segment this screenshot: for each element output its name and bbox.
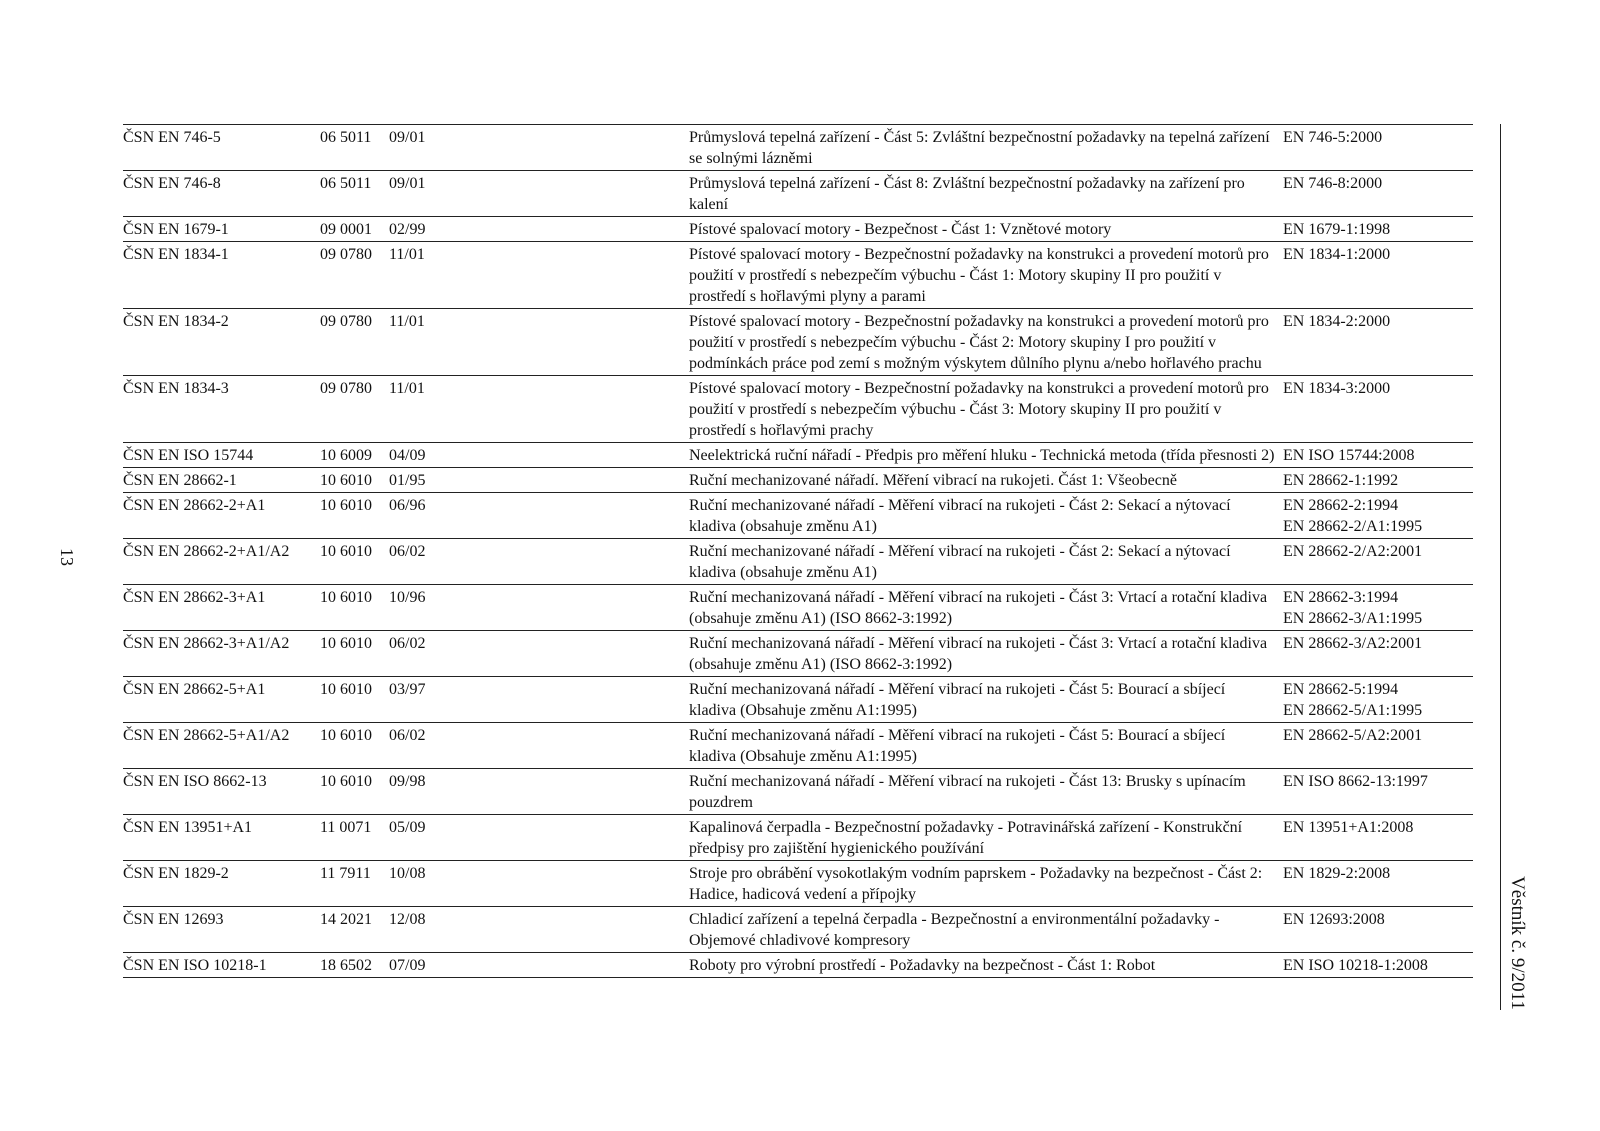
classification-cell: 10 6010 bbox=[320, 723, 389, 769]
issue-date-cell: 12/08 bbox=[389, 907, 689, 953]
en-standard: EN 1834-2:2000 bbox=[1283, 313, 1391, 330]
classification-cell: 09 0780 bbox=[320, 376, 389, 443]
table-row bbox=[123, 677, 1473, 723]
table-row bbox=[123, 443, 1473, 468]
table-row bbox=[123, 468, 1473, 493]
page-number: 13 bbox=[57, 548, 77, 566]
csn-number-cell: ČSN EN 1679-1 bbox=[123, 217, 320, 242]
en-standard: EN 1829-2:2008 bbox=[1283, 865, 1391, 882]
standards-table bbox=[123, 124, 1473, 978]
issue-date-cell: 06/96 bbox=[389, 493, 689, 539]
table-row bbox=[123, 125, 1473, 171]
table-row bbox=[123, 815, 1473, 861]
en-standard-cell bbox=[1283, 907, 1473, 953]
title-cell: Ruční mechanizované nářadí - Měření vibrací na rukojeti - Část 2: Sekací a nýtovací kladiva (obsahuje změnu A1) bbox=[689, 539, 1283, 585]
csn-number-cell: ČSN EN ISO 8662-13 bbox=[123, 769, 320, 815]
classification-cell: 10 6010 bbox=[320, 677, 389, 723]
en-standard-cell bbox=[1283, 217, 1473, 242]
en-standard-cell bbox=[1283, 443, 1473, 468]
csn-number-cell: ČSN EN ISO 15744 bbox=[123, 443, 320, 468]
en-standard: EN ISO 10218-1:2008 bbox=[1283, 957, 1428, 974]
title-cell: Ruční mechanizovaná nářadí - Měření vibrací na rukojeti - Část 13: Brusky s upínacím pouzdrem bbox=[689, 769, 1283, 815]
classification-cell: 18 6502 bbox=[320, 953, 389, 978]
csn-number-cell: ČSN EN 28662-5+A1 bbox=[123, 677, 320, 723]
table-row bbox=[123, 861, 1473, 907]
en-standard: EN 1679-1:1998 bbox=[1283, 221, 1391, 238]
table-row bbox=[123, 242, 1473, 309]
classification-cell: 10 6010 bbox=[320, 493, 389, 539]
en-standard-cell bbox=[1283, 723, 1473, 769]
csn-number-cell: ČSN EN 746-8 bbox=[123, 171, 320, 217]
en-standard: EN 28662-3/A1:1995 bbox=[1283, 610, 1423, 627]
title-cell: Pístové spalovací motory - Bezpečnost - Část 1: Vznětové motory bbox=[689, 217, 1283, 242]
issue-date-cell: 05/09 bbox=[389, 815, 689, 861]
csn-number-cell: ČSN EN 1834-3 bbox=[123, 376, 320, 443]
en-standard: EN 28662-5/A2:2001 bbox=[1283, 727, 1423, 744]
en-standard: EN ISO 15744:2008 bbox=[1283, 447, 1415, 464]
table-row bbox=[123, 309, 1473, 376]
classification-cell: 10 6010 bbox=[320, 631, 389, 677]
title-cell: Stroje pro obrábění vysokotlakým vodním paprskem - Požadavky na bezpečnost - Část 2: Hadice, hadicová vedení a přípojky bbox=[689, 861, 1283, 907]
en-standard: EN 28662-2:1994 bbox=[1283, 497, 1399, 514]
title-cell: Roboty pro výrobní prostředí - Požadavky na bezpečnost - Část 1: Robot bbox=[689, 953, 1283, 978]
issue-date-cell: 11/01 bbox=[389, 242, 689, 309]
issue-date-cell: 11/01 bbox=[389, 376, 689, 443]
issue-date-cell: 07/09 bbox=[389, 953, 689, 978]
standards-table-body bbox=[123, 125, 1473, 978]
en-standard: EN 746-5:2000 bbox=[1283, 129, 1383, 146]
classification-cell: 06 5011 bbox=[320, 171, 389, 217]
issue-date-cell: 09/98 bbox=[389, 769, 689, 815]
title-cell: Chladicí zařízení a tepelná čerpadla - Bezpečnostní a environmentální požadavky - Objemové chladivové kompresory bbox=[689, 907, 1283, 953]
csn-number-cell: ČSN EN ISO 10218-1 bbox=[123, 953, 320, 978]
issue-date-cell: 09/01 bbox=[389, 171, 689, 217]
title-cell: Ruční mechanizovaná nářadí - Měření vibrací na rukojeti - Část 3: Vrtací a rotační kladiva (obsahuje změnu A1) (ISO 8662-3:1992) bbox=[689, 631, 1283, 677]
csn-number-cell: ČSN EN 28662-2+A1 bbox=[123, 493, 320, 539]
csn-number-cell: ČSN EN 1834-2 bbox=[123, 309, 320, 376]
en-standard: EN 28662-5/A1:1995 bbox=[1283, 702, 1423, 719]
en-standard: EN 1834-1:2000 bbox=[1283, 246, 1391, 263]
en-standard: EN 13951+A1:2008 bbox=[1283, 819, 1414, 836]
table-row bbox=[123, 631, 1473, 677]
en-standard-cell bbox=[1283, 953, 1473, 978]
classification-cell: 06 5011 bbox=[320, 125, 389, 171]
en-standard-cell bbox=[1283, 493, 1473, 539]
csn-number-cell: ČSN EN 13951+A1 bbox=[123, 815, 320, 861]
table-row bbox=[123, 907, 1473, 953]
en-standard: EN 28662-5:1994 bbox=[1283, 681, 1399, 698]
en-standard-cell bbox=[1283, 861, 1473, 907]
csn-number-cell: ČSN EN 28662-5+A1/A2 bbox=[123, 723, 320, 769]
classification-cell: 10 6010 bbox=[320, 585, 389, 631]
journal-title: Věstník č. 9/2011 bbox=[1507, 876, 1528, 1010]
title-cell: Průmyslová tepelná zařízení - Část 8: Zvláštní bezpečnostní požadavky na zařízení pro kalení bbox=[689, 171, 1283, 217]
title-cell: Ruční mechanizovaná nářadí - Měření vibrací na rukojeti - Část 5: Bourací a sbíjecí kladiva (Obsahuje změnu A1:1995) bbox=[689, 723, 1283, 769]
classification-cell: 09 0780 bbox=[320, 242, 389, 309]
csn-number-cell: ČSN EN 28662-1 bbox=[123, 468, 320, 493]
table-row bbox=[123, 217, 1473, 242]
en-standard-cell bbox=[1283, 815, 1473, 861]
en-standard: EN 28662-3:1994 bbox=[1283, 589, 1399, 606]
issue-date-cell: 11/01 bbox=[389, 309, 689, 376]
table-row bbox=[123, 539, 1473, 585]
table-row bbox=[123, 493, 1473, 539]
classification-cell: 10 6010 bbox=[320, 468, 389, 493]
en-standard-cell bbox=[1283, 125, 1473, 171]
en-standard: EN 28662-1:1992 bbox=[1283, 472, 1399, 489]
classification-cell: 11 7911 bbox=[320, 861, 389, 907]
issue-date-cell: 06/02 bbox=[389, 723, 689, 769]
classification-cell: 10 6010 bbox=[320, 769, 389, 815]
issue-date-cell: 10/08 bbox=[389, 861, 689, 907]
en-standard: EN 746-8:2000 bbox=[1283, 175, 1383, 192]
en-standard: EN 28662-3/A2:2001 bbox=[1283, 635, 1423, 652]
csn-number-cell: ČSN EN 1834-1 bbox=[123, 242, 320, 309]
title-cell: Pístové spalovací motory - Bezpečnostní požadavky na konstrukci a provedení motorů pro použití v prostředí s nebezpečím výbuchu - Část 2: Motory skupiny I pro použití v podmínkách práce pod zemí s možným výskytem důlního plynu a/nebo hořlavého prachu bbox=[689, 309, 1283, 376]
en-standard-cell bbox=[1283, 376, 1473, 443]
issue-date-cell: 06/02 bbox=[389, 631, 689, 677]
csn-number-cell: ČSN EN 1829-2 bbox=[123, 861, 320, 907]
csn-number-cell: ČSN EN 28662-3+A1/A2 bbox=[123, 631, 320, 677]
classification-cell: 11 0071 bbox=[320, 815, 389, 861]
classification-cell: 09 0001 bbox=[320, 217, 389, 242]
en-standard-cell bbox=[1283, 242, 1473, 309]
en-standard: EN 28662-2/A1:1995 bbox=[1283, 518, 1423, 535]
table-row bbox=[123, 376, 1473, 443]
issue-date-cell: 01/95 bbox=[389, 468, 689, 493]
classification-cell: 10 6009 bbox=[320, 443, 389, 468]
table-row bbox=[123, 953, 1473, 978]
table-row bbox=[123, 585, 1473, 631]
en-standard-cell bbox=[1283, 468, 1473, 493]
en-standard-cell bbox=[1283, 677, 1473, 723]
en-standard-cell bbox=[1283, 769, 1473, 815]
en-standard-cell bbox=[1283, 171, 1473, 217]
title-cell: Ruční mechanizované nářadí. Měření vibrací na rukojeti. Část 1: Všeobecně bbox=[689, 468, 1283, 493]
csn-number-cell: ČSN EN 746-5 bbox=[123, 125, 320, 171]
en-standard-cell bbox=[1283, 309, 1473, 376]
classification-cell: 09 0780 bbox=[320, 309, 389, 376]
margin-rule bbox=[1500, 124, 1501, 1010]
en-standard-cell bbox=[1283, 631, 1473, 677]
en-standard-cell bbox=[1283, 585, 1473, 631]
title-cell: Průmyslová tepelná zařízení - Část 5: Zvláštní bezpečnostní požadavky na tepelná zařízení se solnými lázněmi bbox=[689, 125, 1283, 171]
en-standard-cell bbox=[1283, 539, 1473, 585]
csn-number-cell: ČSN EN 28662-3+A1 bbox=[123, 585, 320, 631]
issue-date-cell: 06/02 bbox=[389, 539, 689, 585]
table-row bbox=[123, 769, 1473, 815]
issue-date-cell: 10/96 bbox=[389, 585, 689, 631]
classification-cell: 14 2021 bbox=[320, 907, 389, 953]
en-standard: EN 12693:2008 bbox=[1283, 911, 1385, 928]
en-standard: EN 1834-3:2000 bbox=[1283, 380, 1391, 397]
title-cell: Neelektrická ruční nářadí - Předpis pro měření hluku - Technická metoda (třída přesnosti 2) bbox=[689, 443, 1283, 468]
title-cell: Pístové spalovací motory - Bezpečnostní požadavky na konstrukci a provedení motorů pro použití v prostředí s nebezpečím výbuchu - Část 1: Motory skupiny II pro použití v prostředí s hořlavými plyny a parami bbox=[689, 242, 1283, 309]
title-cell: Kapalinová čerpadla - Bezpečnostní požadavky - Potravinářská zařízení - Konstrukční předpisy pro zajištění hygienického používání bbox=[689, 815, 1283, 861]
csn-number-cell: ČSN EN 12693 bbox=[123, 907, 320, 953]
csn-number-cell: ČSN EN 28662-2+A1/A2 bbox=[123, 539, 320, 585]
classification-cell: 10 6010 bbox=[320, 539, 389, 585]
table-row bbox=[123, 723, 1473, 769]
title-cell: Ruční mechanizované nářadí - Měření vibrací na rukojeti - Část 2: Sekací a nýtovací kladiva (obsahuje změnu A1) bbox=[689, 493, 1283, 539]
en-standard: EN 28662-2/A2:2001 bbox=[1283, 543, 1423, 560]
en-standard: EN ISO 8662-13:1997 bbox=[1283, 773, 1428, 790]
issue-date-cell: 04/09 bbox=[389, 443, 689, 468]
issue-date-cell: 09/01 bbox=[389, 125, 689, 171]
issue-date-cell: 03/97 bbox=[389, 677, 689, 723]
table-row bbox=[123, 171, 1473, 217]
title-cell: Ruční mechanizovaná nářadí - Měření vibrací na rukojeti - Část 3: Vrtací a rotační kladiva (obsahuje změnu A1) (ISO 8662-3:1992) bbox=[689, 585, 1283, 631]
title-cell: Ruční mechanizovaná nářadí - Měření vibrací na rukojeti - Část 5: Bourací a sbíjecí kladiva (Obsahuje změnu A1:1995) bbox=[689, 677, 1283, 723]
title-cell: Pístové spalovací motory - Bezpečnostní požadavky na konstrukci a provedení motorů pro použití v prostředí s nebezpečím výbuchu - Část 3: Motory skupiny II pro použití v prostředí s hořlavými prachy bbox=[689, 376, 1283, 443]
issue-date-cell: 02/99 bbox=[389, 217, 689, 242]
